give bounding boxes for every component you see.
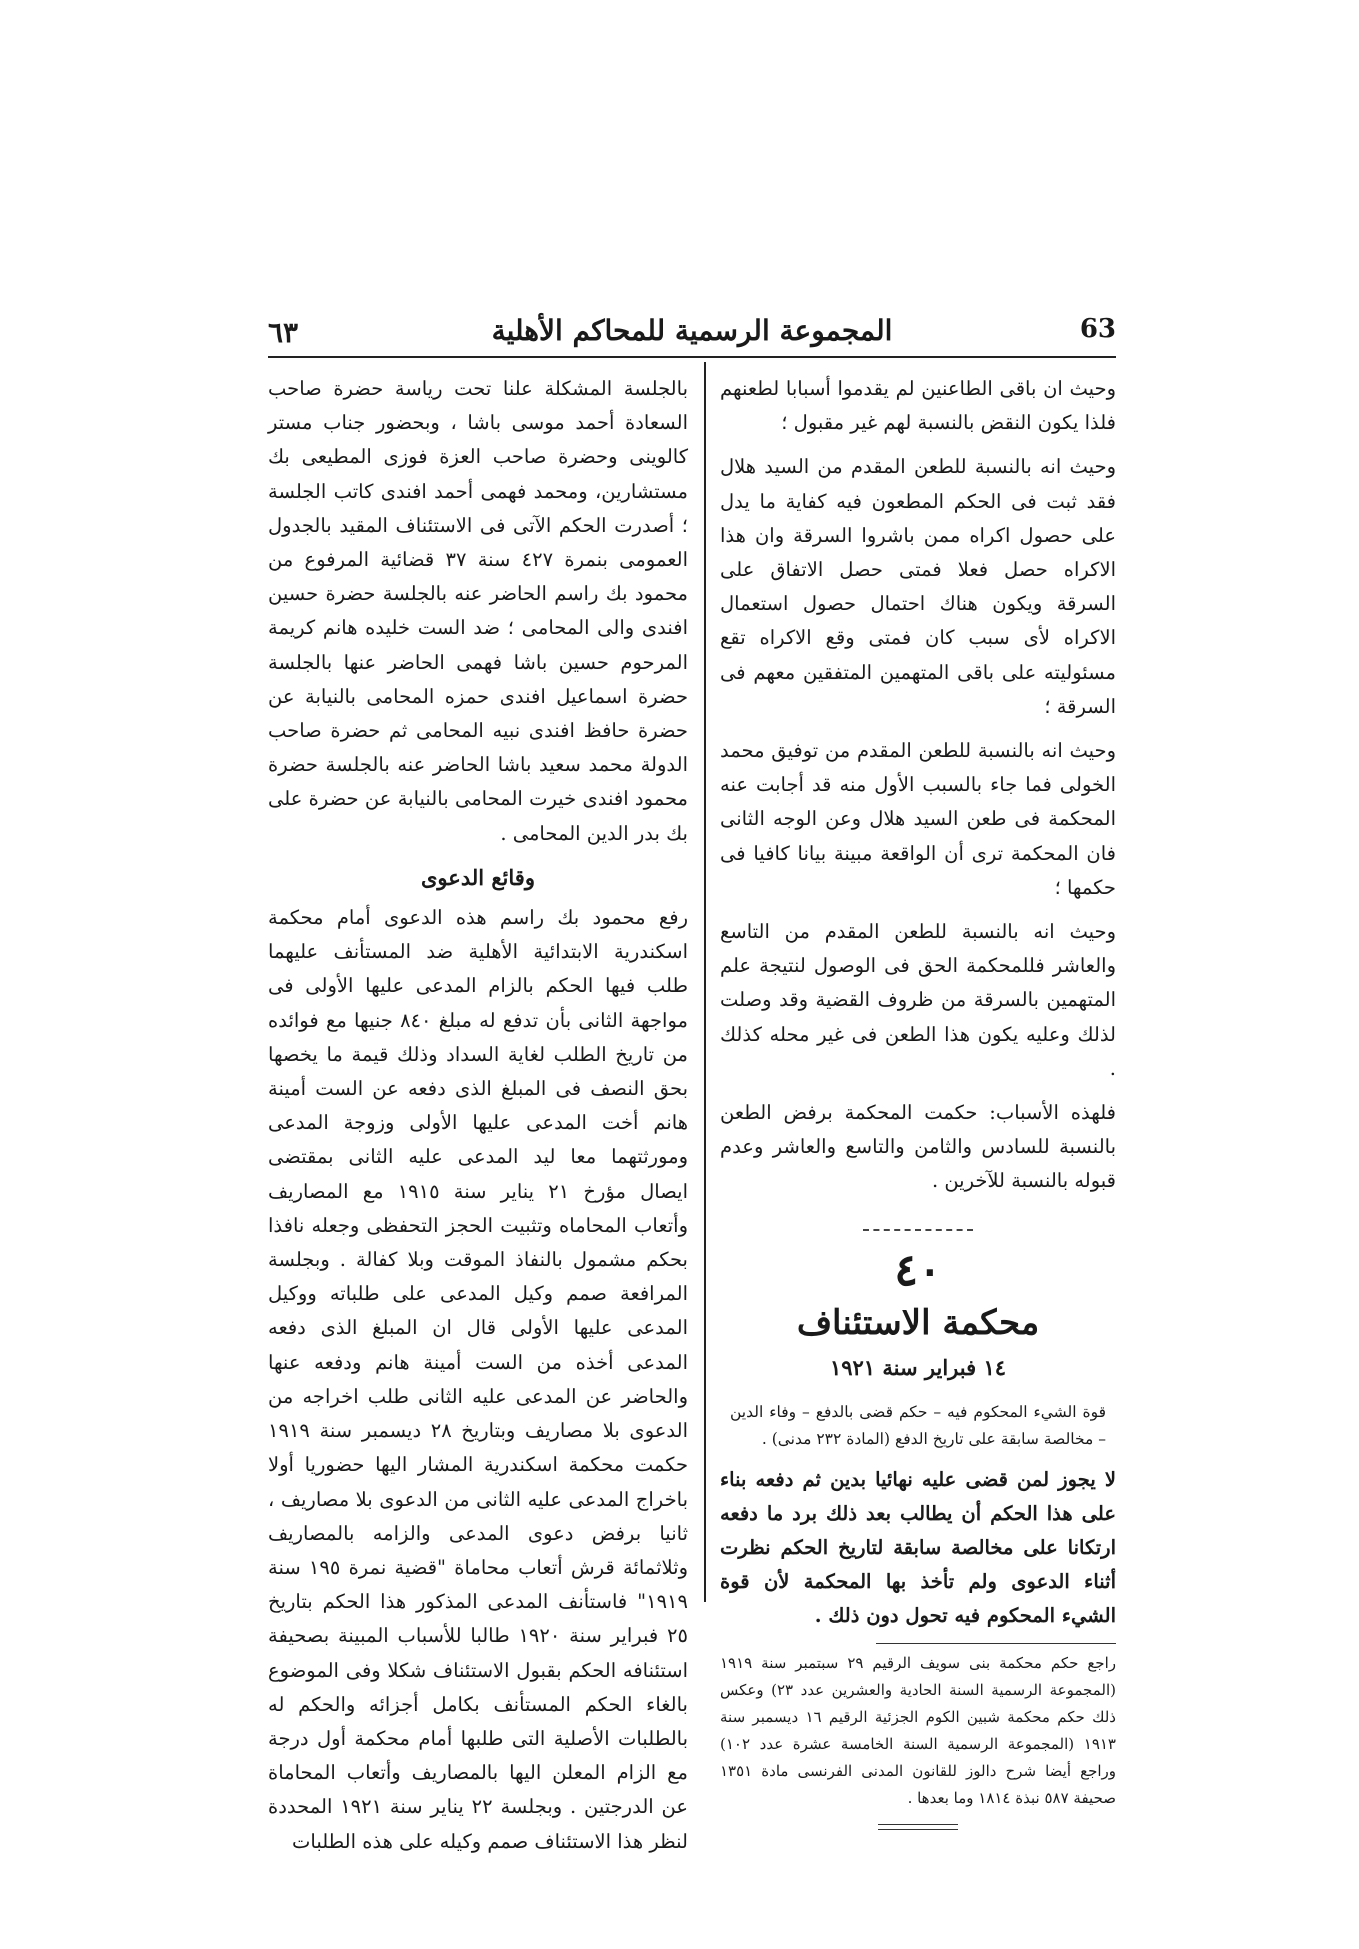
case-number: ٤٠	[894, 1244, 942, 1296]
verdict-paragraph: فلهذه الأسباب: حكمت المحكمة برفض الطعن بالنسبة للسادس والثامن والتاسع والعاشر وعدم قبوله بالنسبة للآخرين .	[720, 1101, 1116, 1193]
footnote: راجع حكم محكمة بنى سويف الرقيم ٢٩ سبتمبر سنة ١٩١٩ (المجموعة الرسمية السنة الحادية والعشرين عدد ٢٣) وعكس ذلك حكم محكمة شبين الكوم الجزئية الرقيم ١٦ ديسمبر سنة ١٩١٣ (المجموعة الرسمية السنة الخامسة عشرة عدد ١٠٢) وراجع أيضا شرح دالوز للقانون المدنى الفرنسى مادة ١٣٥١ صحيفة ٥٨٧ نبذة ١٨١٤ وما بعدها .	[720, 1653, 1116, 1807]
paragraph: وحيث ان باقى الطاعنين لم يقدموا أسبابا لطعنهم فلذا يكون النقض بالنسبة لهم غير مقبول ؛	[720, 377, 1116, 435]
end-rule	[878, 1824, 958, 1830]
left-column	[268, 372, 688, 1869]
legal-principle: لا يجوز لمن قضى عليه نهائيا بدين ثم دفعه بناء على هذا الحكم أن يطالب بعد ذلك برد ما دفعه ارتكانا على مخالصة سابقة لتاريخ الحكم نظرت أثناء الدعوى ولم تأخذ بها المحكمة لأن قوة الشيء المحكوم فيه تحول دون ذلك .	[720, 1467, 1116, 1627]
court-date: ١٤ فبراير سنة ١٩٢١	[829, 1354, 1007, 1380]
journal-title: المجموعة الرسمية للمحاكم الأهلية	[491, 314, 893, 347]
page-number-latin: 63	[1079, 314, 1116, 344]
page-number-arabic: ٦٣	[268, 316, 299, 349]
column-divider	[704, 362, 706, 1602]
section-ornament	[863, 1229, 973, 1231]
case-keywords: قوة الشيء المحكوم فيه – حكم قضى بالدفع – وفاء الدين – مخالصة سابقة على تاريخ الدفع (المادة ٢٣٢ مدنى) .	[730, 1402, 1106, 1448]
footnote-rule	[876, 1643, 1116, 1644]
facts-paragraph: رفع محمود بك راسم هذه الدعوى أمام محكمة اسكندرية الابتدائية الأهلية ضد المستأنف عليهما طلب فيها الحكم بالزام المدعى عليها الأولى فى مواجهة الثانى بأن تدفع له مبلغ ٨٤٠ جنيها مع فوائده من تاريخ الطلب لغاية السداد وذلك قيمة ما يخصها بحق النصف فى المبلغ الذى دفعه عن الست أمينة هانم أخت المدعى عليها الأولى وزوجة المدعى ومورثتهما معا ليد المدعى عليه الثانى بمقتضى ايصال مؤرخ ٢١ يناير سنة ١٩١٥ مع المصاريف وأتعاب المحاماه وتثبيت الحجز التحفظى وجعله نافذا بحكم مشمول بالنفاذ الموقت وبلا كفالة . وبجلسة المرافعة صمم وكيل المدعى على طلباته ووكيل المدعى عليها الأولى قال ان المبلغ الذى دفعه المدعى أخذه من الست أمينة هانم ودفعه عنها والحاضر عن المدعى عليه الثانى طلب اخراجه من الدعوى بلا مصاريف وبتاريخ ٢٨ ديسمبر سنة ١٩١٩ حكمت محكمة اسكندرية المشار اليها حضوريا أولا باخراج المدعى عليه الثانى من الدعوى بلا مصاريف ، ثانيا برفض دعوى المدعى والزامه بالمصاريف وثلاثمائة قرش أتعاب محاماة "قضية نمرة ١٩٥ سنة ١٩١٩" فاستأنف المدعى المذكور هذا الحكم بتاريخ ٢٥ فبراير سنة ١٩٢٠ طالبا للأسباب المبينة بصحيفة استئنافه الحكم بقبول الاستئناف شكلا وفى الموضوع بالغاء الحكم المستأنف بكامل أجزائه والحكم له بالطلبات الأصلية التى طلبها أمام محكمة أول درجة مع الزام المعلن اليها بالمصاريف وأتعاب المحاماة عن الدرجتين . وبجلسة ٢٢ يناير سنة ١٩٢١ المحددة لنظر هذا الاستئناف صمم وكيله على هذه الطلبات	[268, 906, 688, 1853]
session-intro: بالجلسة المشكلة علنا تحت رياسة حضرة صاحب السعادة أحمد موسى باشا ، وبحضور جناب مستر كالوينى وحضرة صاحب العزة فوزى المطيعى بك مستشارين، ومحمد فهمى أحمد افندى كاتب الجلسة ؛ أصدرت الحكم الآتى فى الاستئناف المقيد بالجدول العمومى بنمرة ٤٢٧ سنة ٣٧ قضائية المرفوع من محمود بك راسم الحاضر عنه بالجلسة حضرة حسين افندى والى المحامى ؛ ضد الست خليده هانم كريمة المرحوم حسين باشا فهمى الحاضر عنها بالجلسة حضرة اسماعيل افندى حمزه المحامى بالنيابة عن حضرة حافظ افندى نبيه المحامى ثم حضرة صاحب الدولة محمد سعيد باشا الحاضر عنه بالجلسة حضرة محمود افندى خيرت المحامى بالنيابة عن حضرة على بك بدر الدين المحامى .	[268, 377, 688, 845]
paragraph: وحيث انه بالنسبة للطعن المقدم من التاسع والعاشر فللمحكمة الحق فى الوصول لنتيجة علم المتهمين بالسرقة من ظروف القضية وقد وصلت لذلك وعليه يكون هذا الطعن فى غير محله كذلك .	[720, 920, 1116, 1080]
paragraph: وحيث انه بالنسبة للطعن المقدم من السيد هلال فقد ثبت فى الحكم المطعون فيه كفاية ما يدل على حصول اكراه ممن باشروا السرقة وان هذا الاكراه حصل فعلا فمتى حصل الاتفاق على السرقة ويكون هناك احتمال حصول استعمال الاكراه لأى سبب كان فمتى وقع الاكراه تقع مسئوليته على باقى المتهمين المتفقين معهم فى السرقة ؛	[720, 455, 1116, 718]
paragraph: وحيث انه بالنسبة للطعن المقدم من توفيق محمد الخولى فما جاء بالسبب الأول منه قد أجابت عنه المحكمة فى طعن السيد هلال وعن الوجه الثانى فان المحكمة ترى أن الواقعة مبينة بيانا كافيا فى حكمها ؛	[720, 739, 1116, 899]
right-column	[720, 372, 1116, 1830]
court-name: محكمة الاستئناف	[796, 1302, 1040, 1343]
header-rule	[268, 356, 1116, 358]
facts-heading: وقائع الدعوى	[421, 864, 535, 890]
running-header	[268, 312, 1116, 352]
